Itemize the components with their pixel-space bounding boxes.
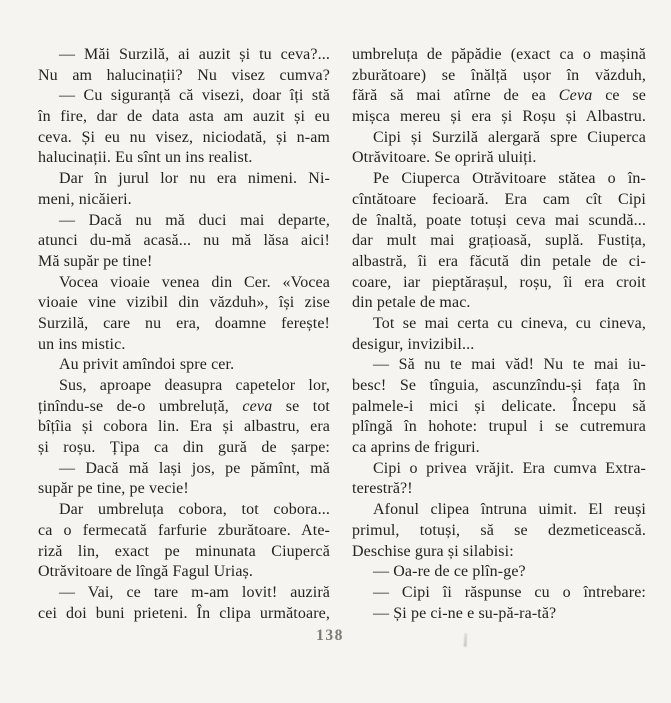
text-line: meni, nicăieri.	[38, 190, 132, 208]
text-line: Cipi o privea vrăjit. Era cumva Extra-	[373, 459, 646, 477]
text-line: Dar umbreluța cobora, tot cobora...	[59, 501, 330, 519]
italic-word: Ceva	[558, 87, 593, 105]
text-line: ținîndu-se de-o umbreluță, ceva se tot	[38, 397, 330, 415]
text-line: Sus, aproape deasupra capetelor lor,	[59, 377, 330, 394]
text-line: Pe Ciuperca Otrăvitoare stătea o în-	[373, 170, 646, 188]
text-line: — Și pe ci-ne e su-pă-ra-tă?	[373, 604, 557, 622]
text-line: Mă supăr pe tine!	[38, 252, 153, 270]
text-line: dar mult mai grațioasă, suplă. Fustița,	[352, 232, 646, 250]
left-text-column	[38, 45, 330, 624]
text-line: — Măi Surzilă, ai auzit și tu ceva?...	[59, 46, 330, 63]
text-line: din petale de mac.	[352, 294, 471, 312]
text-line: ca aprins de friguri.	[352, 439, 480, 457]
page-number: 138	[316, 627, 344, 644]
text-line: primul, totuși, să se dezmeticească.	[352, 521, 646, 539]
text-line: ceva. Și eu nu visez, niciodată, și n-am	[38, 128, 330, 146]
text-line: Deschise gura și silabisi:	[352, 542, 514, 560]
page-content	[38, 45, 646, 624]
text-line: ca o fermecată farfurie zburătoare. Ate-	[38, 521, 330, 539]
text-line: zburătoare) se înălță ușor în văzduh,	[352, 66, 646, 84]
text-line: Au privit amîndoi spre cer.	[59, 356, 235, 374]
text-line: riză lin, exact pe minunata Ciupercă	[38, 542, 330, 560]
text-line: Vocea vioaie venea din Cer. «Vocea	[59, 273, 330, 291]
text-line: un ins mistic.	[38, 335, 126, 353]
text-line: Nu am halucinații? Nu visez cumva?	[38, 66, 330, 84]
text-line: Dar în jurul lor nu era nimeni. Ni-	[59, 170, 330, 188]
text-line: Otrăvitoare de lîngă Fagul Uriaș.	[38, 563, 254, 581]
text-line: — Dacă nu mă duci mai departe,	[59, 211, 330, 229]
text-line: besc! Se tînguia, ascunzîndu-și fața în	[352, 377, 646, 394]
text-line: cîntătoare fecioară. Era cam cît Cipi	[352, 190, 646, 208]
text-line: terestră?!	[352, 480, 413, 498]
text-line: — Cu siguranță că visezi, doar îți stă	[59, 87, 330, 105]
text-line: fără să mai atîrne de ea Ceva ce se	[352, 87, 646, 105]
text-line: plîngă în hohote: trupul i se cutremura	[352, 418, 646, 436]
text-line: Surzilă, care nu era, doamne ferește!	[38, 314, 330, 332]
text-line: desigur, invizibil...	[352, 335, 475, 353]
text-line: — Dacă mă lași jos, pe pămînt, mă	[59, 459, 330, 477]
text-line: de înaltă, poate totuși ceva mai scundă...	[352, 211, 646, 229]
text-line: coare, iar pieptărașul, roșu, îi era croit	[352, 273, 646, 291]
text-line: — Oa-re de ce plîn-ge?	[373, 563, 526, 581]
text-line: — Cipi îi răspunse cu o întrebare:	[373, 583, 646, 601]
text-line: albastră, îi era făcută din petale de ci-	[352, 252, 646, 270]
text-line: vioaie vine vizibil din văzduh», își zise	[38, 294, 330, 312]
text-line: Otrăvitoare. Se opriră uluiți.	[352, 149, 537, 167]
text-line: supăr pe tine, pe vecie!	[38, 480, 189, 498]
text-line: Cipi și Surzilă alergară spre Ciuperca	[373, 128, 646, 146]
text-line: atunci du-mă acasă... nu mă lăsa aici!	[38, 232, 330, 250]
text-line: — Vai, ce tare m-am lovit! auziră	[59, 583, 330, 601]
italic-word: ceva	[242, 397, 273, 415]
text-line: umbreluța de păpădie (exact ca o mașină	[352, 46, 646, 63]
text-line: — Să nu te mai văd! Nu te mai iu-	[373, 356, 646, 374]
text-line: mișca mereu și era și Roșu și Albastru.	[352, 108, 646, 126]
text-line: palmele-i mici și delicate. Începu să	[352, 397, 646, 415]
right-text-column	[352, 45, 646, 624]
text-line: în fire, dar de data asta am auzit și eu	[38, 108, 330, 126]
text-line: halucinații. Eu sînt un ins realist.	[38, 149, 253, 167]
text-line: bîțîia și cobora lin. Era și albastru, era	[38, 418, 330, 436]
print-artifact	[464, 633, 468, 647]
text-line: cei doi buni prieteni. În clipa următoare,	[38, 604, 330, 622]
text-line: și roșu. Țipa ca din gură de șarpe:	[38, 439, 330, 457]
text-line: Afonul clipea întruna uimit. El reuși	[373, 501, 646, 519]
text-line: Tot se mai certa cu cineva, cu cineva,	[373, 314, 646, 332]
